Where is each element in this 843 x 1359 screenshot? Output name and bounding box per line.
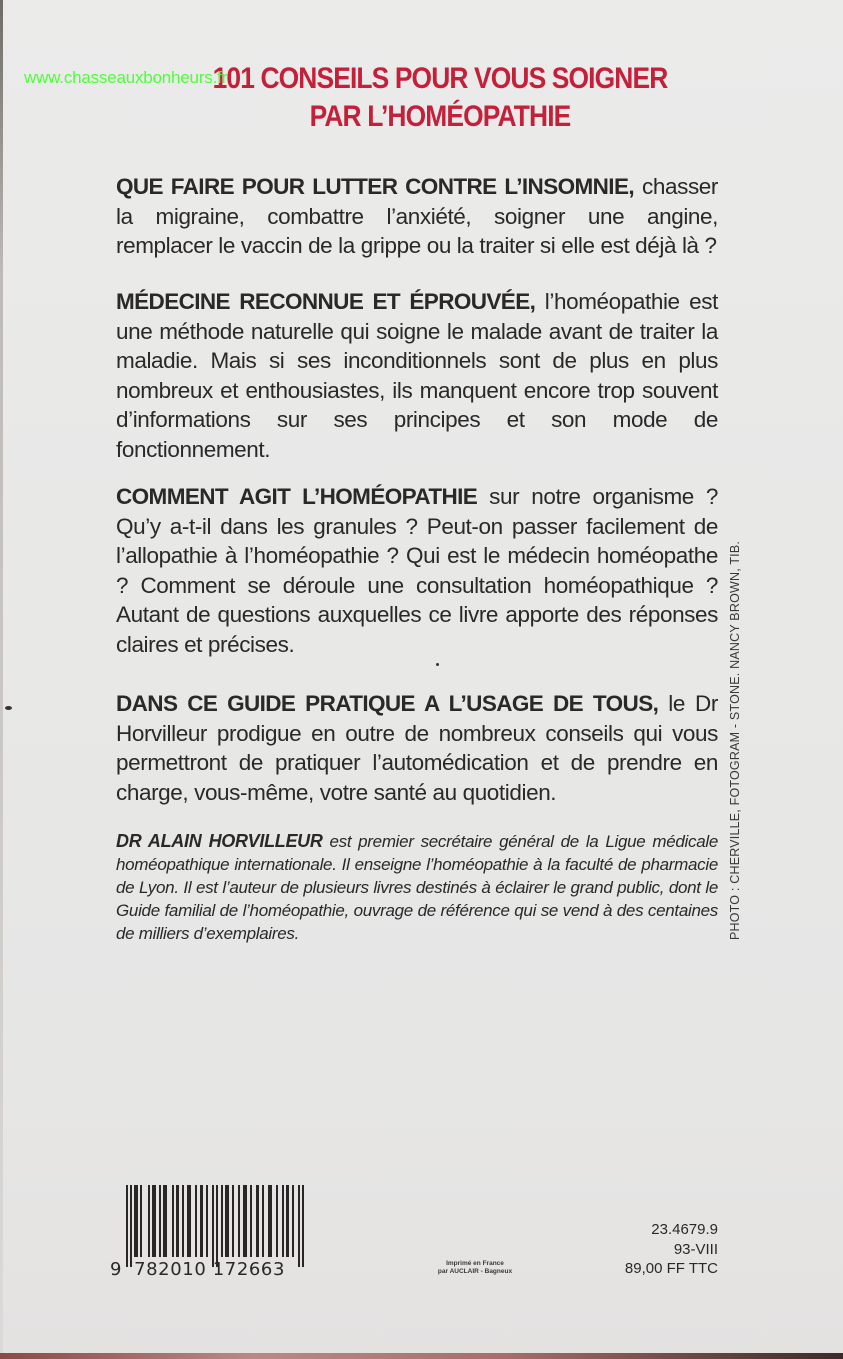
paragraph-body: le Dr Horvilleur prodigue en outre de nombreux conseils qui vous permettront de pratiquer l’automédication et de prendre en charge, vous-même, votre santé au quotidien.: [116, 691, 718, 805]
photo-credit: PHOTO : CHERVILLE, FOTOGRAM - STONE. NANCY BROWN, TIB.: [728, 540, 742, 940]
paragraph-insomnie: [116, 172, 718, 261]
cover-left-edge: [0, 0, 3, 1359]
printer-info: [410, 1260, 540, 1276]
paragraph-lead: QUE FAIRE POUR LUTTER CONTRE L’INSOMNIE,: [116, 174, 635, 199]
printer-line-1: Imprimé en France: [446, 1260, 504, 1267]
paragraph-lead: DANS CE GUIDE PRATIQUE A L’USAGE DE TOUS,: [116, 691, 659, 716]
author-name: DR ALAIN HORVILLEUR: [116, 831, 323, 851]
price-block: [590, 1220, 718, 1279]
isbn-digits: [110, 1259, 285, 1280]
edition-code: 93-VIII: [673, 1240, 718, 1258]
paragraph-body: chasser la migraine, combattre l’anxiété, soigner une angine, remplacer le vaccin de la grippe ou la traiter si elle est déjà là ?: [116, 174, 718, 258]
paragraph-lead: COMMENT AGIT L’HOMÉOPATHIE: [116, 484, 478, 509]
product-code: 23.4679.9: [651, 1221, 718, 1238]
paragraph-guide-pratique: [116, 689, 718, 807]
paragraph-medecine: [116, 287, 718, 464]
paragraph-body: l’homéopathie est une méthode naturelle qui soigne le malade avant de traiter la maladie. Mais si ses inconditionnels sont de plus en plus nombreux et enthousiastes, ils manquent encore trop souvent d’informations sur ses principes et son mode de fonctionnement.: [116, 289, 718, 462]
title-line-2: PAR L’HOMÉOPATHIE: [309, 100, 571, 133]
website-watermark: www.chasseauxbonheurs.fr: [24, 68, 228, 87]
isbn-group-1: 782010: [134, 1259, 207, 1280]
cover-speck: [436, 663, 439, 666]
printer-line-2: par AUCLAIR - Bagneux: [437, 1268, 513, 1275]
cover-speck: [5, 706, 12, 710]
cover-bottom-edge: [0, 1353, 843, 1359]
author-bio: [116, 830, 718, 945]
author-bio-body: est premier secrétaire général de la Ligue médicale homéopathique internationale. Il enseigne l’homéopathie à la faculté de pharmacie de Lyon. Il est l’auteur de plusieurs livres destinés à éclairer le grand public, dont le Guide familial de l’homéopathie, ouvrage de référence qui se vend à des centaines de milliers d’exemplaires.: [116, 832, 718, 943]
paragraph-body: sur notre organisme ? Qu’y a-t-il dans les granules ? Peut-on passer facilement de l’allopathie à l’homéopathie ? Qui est le médecin homéopathe ? Comment se déroule une consultation homéopathique ? Autant de questions auxquelles ce livre apporte des réponses claires et précises.: [116, 484, 718, 657]
paragraph-comment-agit: [116, 482, 718, 659]
isbn-barcode: [126, 1185, 312, 1267]
isbn-group-2: 172663: [212, 1259, 286, 1280]
isbn-first-digit: 9: [110, 1259, 123, 1280]
price: 89,00 FF TTC: [624, 1260, 718, 1277]
paragraph-lead: MÉDECINE RECONNUE ET ÉPROUVÉE,: [116, 289, 536, 314]
cover-title: [194, 60, 687, 136]
title-line-1: 101 CONSEILS POUR VOUS SOIGNER: [212, 62, 668, 95]
